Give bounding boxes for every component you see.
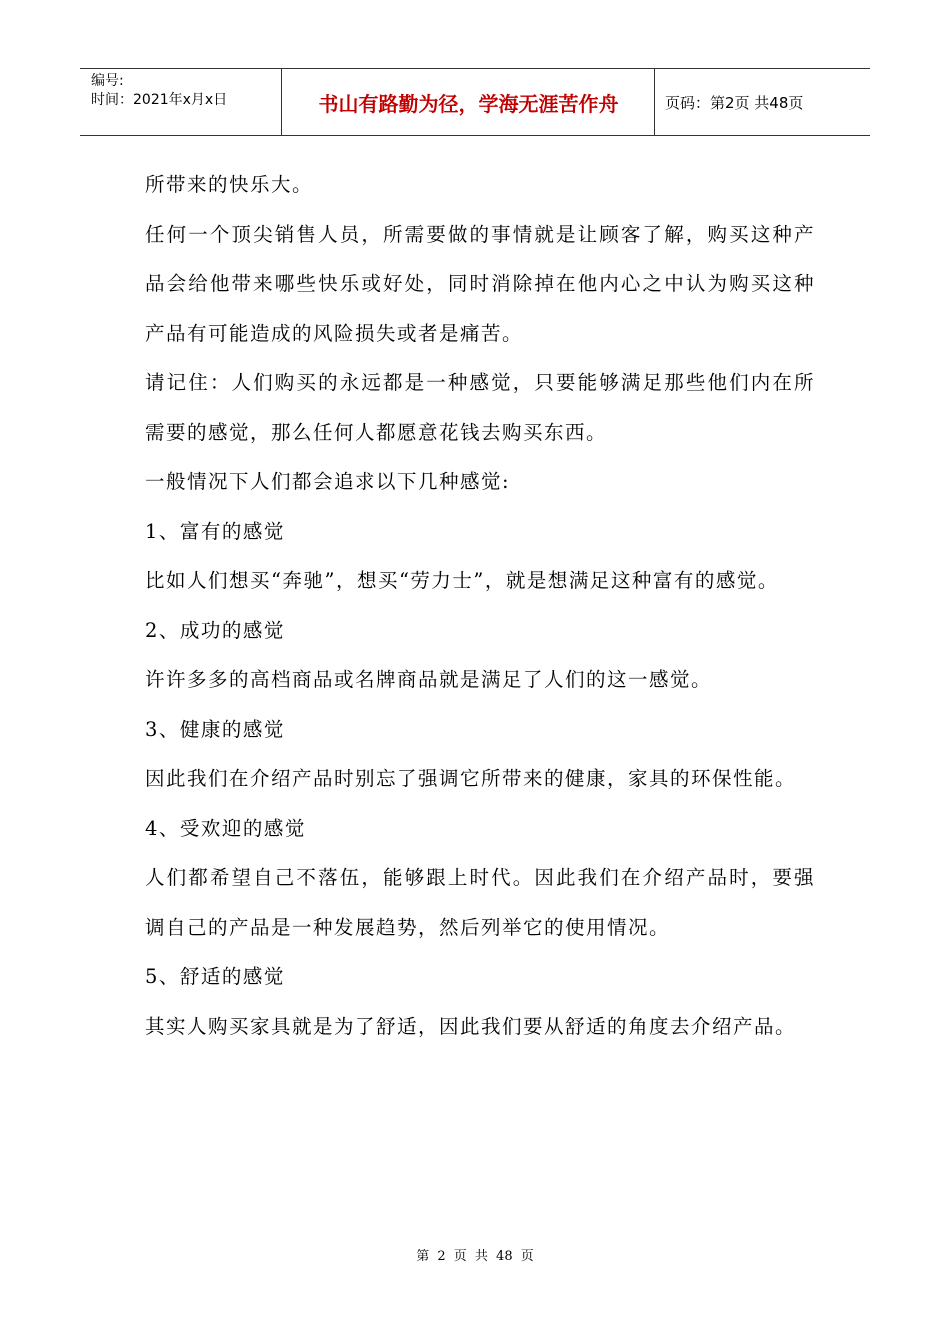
- header-divider: [654, 69, 655, 135]
- paragraph: 一般情况下人们都会追求以下几种感觉:: [145, 470, 511, 493]
- paragraph: 任何一个顶尖销售人员，所需要做的事情就是让顾客了解，购买这种产品会给他带来哪些快乐或好处，同时消除掉在他内心之中认为购买这种产品有可能造成的风险损失或者是痛苦。: [145, 222, 815, 345]
- number-label: 编号:: [91, 73, 124, 89]
- paragraph: 许许多多的高档商品或名牌商品就是满足了人们的这一感觉。: [145, 668, 713, 691]
- section-heading: 3、健康的感觉: [145, 717, 285, 741]
- section-heading: 1、富有的感觉: [145, 519, 285, 543]
- paragraph: 所带来的快乐大。: [145, 173, 314, 196]
- header-divider: [281, 69, 282, 135]
- page-header: [80, 68, 870, 136]
- header-meta: [91, 72, 227, 110]
- paragraph: 请记住：人们购买的永远都是一种感觉，只要能够满足那些他们内在所需要的感觉，那么任何人都愿意花钱去购买东西。: [145, 371, 815, 444]
- paragraph: 其实人购买家具就是为了舒适，因此我们要从舒适的角度去介绍产品。: [145, 1014, 797, 1038]
- page-footer: 第 2 页 共 48 页: [416, 1249, 534, 1264]
- paragraph: 因此我们在介绍产品时别忘了强调它所带来的健康，家具的环保性能。: [145, 767, 797, 790]
- date-label: 时间：2021年x月x日: [91, 92, 228, 108]
- paragraph: 人们都希望自己不落伍，能够跟上时代。因此我们在介绍产品时，要强调自己的产品是一种发展趋势，然后列举它的使用情况。: [145, 866, 815, 939]
- document-body: [145, 160, 815, 1051]
- header-motto: 书山有路勤为径，学海无涯苦作舟: [318, 91, 619, 116]
- section-heading: 5、舒适的感觉: [145, 965, 285, 988]
- section-heading: 2、成功的感觉: [145, 618, 285, 642]
- header-page-info: 页码：第2页 共48页: [665, 93, 804, 112]
- section-heading: 4、受欢迎的感觉: [145, 816, 306, 840]
- paragraph: 比如人们想买“奔驰”，想买“劳力士”，就是想满足这种富有的感觉。: [145, 569, 779, 592]
